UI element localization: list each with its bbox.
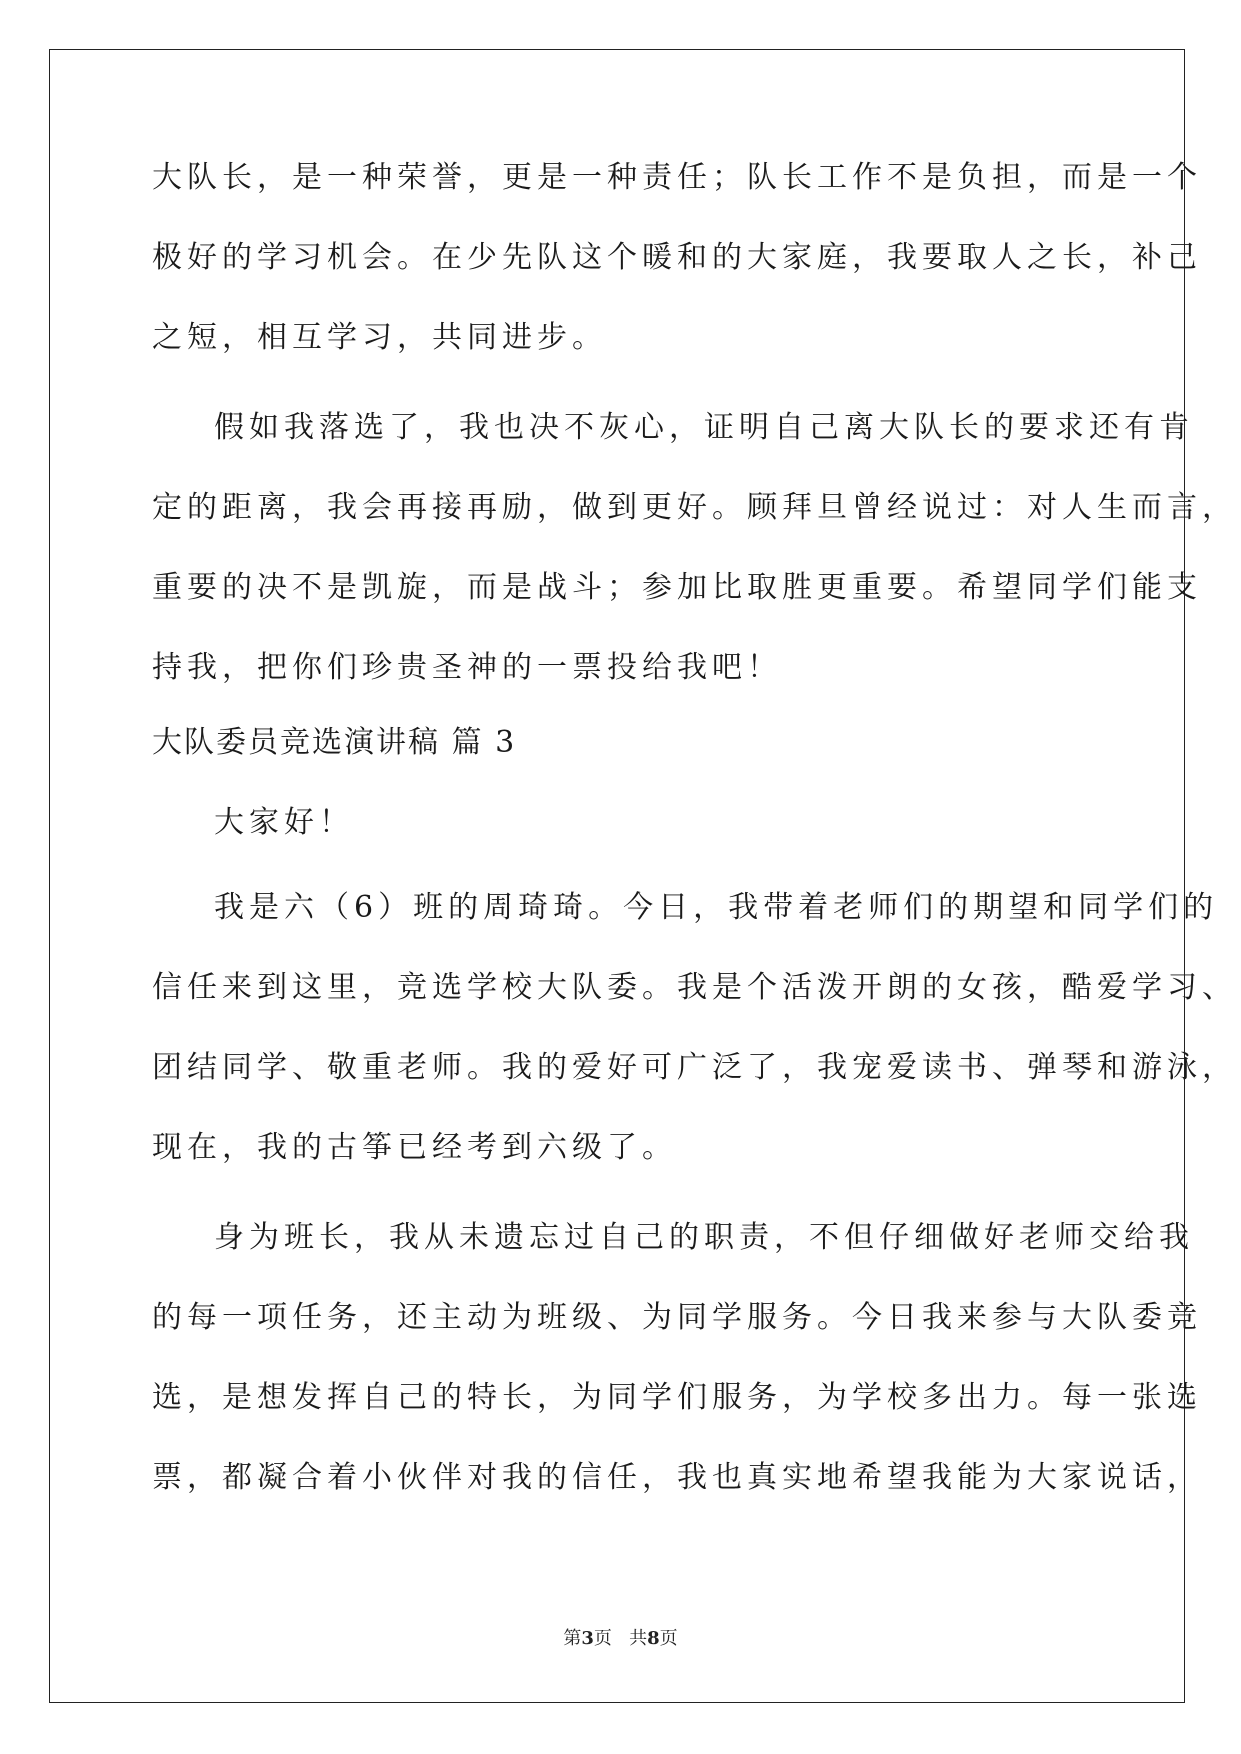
section-heading: 大队委员竞选演讲稿 篇 3 <box>152 725 517 760</box>
page-frame <box>49 49 1185 1703</box>
text-line: 假如我落选了，我也决不灰心，证明自己离大队长的要求还有肯 <box>214 410 1194 445</box>
text-line: 现在，我的古筝已经考到六级了。 <box>152 1130 677 1165</box>
page-footer <box>0 1624 1241 1650</box>
total-suffix: 页 <box>659 1628 678 1649</box>
text-line: 重要的决不是凯旋，而是战斗；参加比取胜更重要。希望同学们能支 <box>152 570 1202 605</box>
text-line: 持我，把你们珍贵圣神的一票投给我吧！ <box>152 650 782 685</box>
page-number: 3 <box>581 1628 594 1649</box>
text-line: 我是六（6）班的周琦琦。今日，我带着老师们的期望和同学们的 <box>214 890 1219 925</box>
total-prefix: 共 <box>629 1628 648 1649</box>
text-line: 身为班长，我从未遗忘过自己的职责，不但仔细做好老师交给我 <box>214 1220 1194 1255</box>
total-pages: 8 <box>647 1628 660 1649</box>
text-line: 选，是想发挥自己的特长，为同学们服务，为学校多出力。每一张选 <box>152 1380 1202 1415</box>
text-line: 大家好！ <box>214 805 354 840</box>
text-line: 定的距离，我会再接再励，做到更好。顾拜旦曾经说过：对人生而言， <box>152 490 1237 525</box>
text-line: 的每一项任务，还主动为班级、为同学服务。今日我来参与大队委竞 <box>152 1300 1202 1335</box>
text-line: 大队长，是一种荣誉，更是一种责任；队长工作不是负担，而是一个 <box>152 160 1202 195</box>
text-line: 团结同学、敬重老师。我的爱好可广泛了，我宠爱读书、弹琴和游泳， <box>152 1050 1237 1085</box>
text-line: 极好的学习机会。在少先队这个暖和的大家庭，我要取人之长，补己 <box>152 240 1202 275</box>
page-prefix: 第 <box>563 1628 582 1649</box>
text-line: 信任来到这里，竞选学校大队委。我是个活泼开朗的女孩，酷爱学习、 <box>152 970 1237 1005</box>
text-line: 票，都凝合着小伙伴对我的信任，我也真实地希望我能为大家说话， <box>152 1460 1202 1495</box>
page-suffix: 页 <box>593 1628 612 1649</box>
text-line: 之短，相互学习，共同进步。 <box>152 320 607 355</box>
